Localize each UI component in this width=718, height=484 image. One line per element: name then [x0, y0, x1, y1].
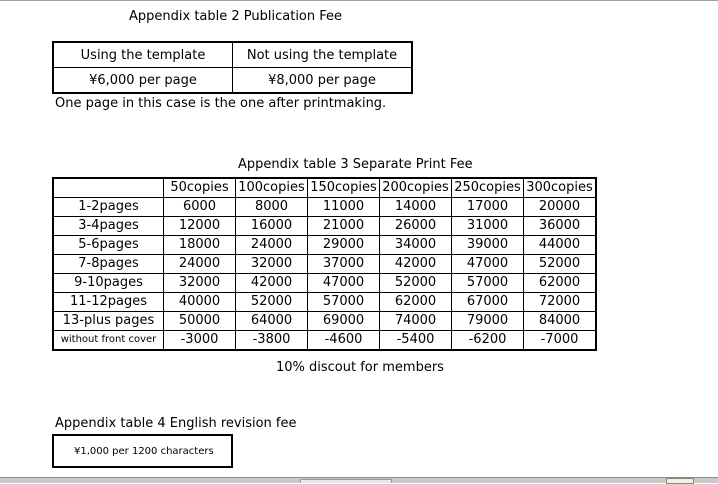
row-label: 5-6pages	[53, 236, 164, 255]
price-cell: 14000	[380, 198, 452, 217]
price-cell: 50000	[164, 312, 236, 331]
price-cell: 32000	[164, 274, 236, 293]
table-row	[53, 255, 596, 274]
row-label: 7-8pages	[53, 255, 164, 274]
value-cell: ¥6,000 per page	[53, 68, 233, 94]
row-label: 3-4pages	[53, 217, 164, 236]
price-cell: 24000	[236, 236, 308, 255]
table-row	[53, 274, 596, 293]
print-fee-table	[52, 177, 597, 351]
price-cell: 29000	[308, 236, 380, 255]
revision-fee-box	[52, 434, 233, 468]
table-header-row	[53, 178, 596, 198]
resize-grip[interactable]	[666, 478, 694, 484]
price-cell: 21000	[308, 217, 380, 236]
price-cell: 34000	[380, 236, 452, 255]
price-cell: 57000	[452, 274, 524, 293]
price-cell: 37000	[308, 255, 380, 274]
price-cell: 69000	[308, 312, 380, 331]
column-header: 250copies	[452, 178, 524, 198]
table-row	[53, 293, 596, 312]
revision-fee-title: Appendix table 4 English revision fee	[55, 416, 297, 431]
price-cell: 52000	[236, 293, 308, 312]
print-fee-title: Appendix table 3 Separate Print Fee	[238, 157, 473, 172]
row-label: 1-2pages	[53, 198, 164, 217]
price-cell: 52000	[380, 274, 452, 293]
publication-fee-table	[52, 41, 413, 94]
price-cell: 62000	[380, 293, 452, 312]
publication-fee-note: One page in this case is the one after printmaking.	[55, 96, 387, 111]
member-discount-note: 10% discout for members	[276, 360, 444, 375]
price-cell: -7000	[524, 331, 597, 351]
price-cell: 79000	[452, 312, 524, 331]
price-cell: 32000	[236, 255, 308, 274]
row-label: without front cover	[53, 331, 164, 351]
price-cell: 8000	[236, 198, 308, 217]
price-cell: 6000	[164, 198, 236, 217]
horizontal-scrollbar[interactable]	[0, 477, 718, 483]
row-label: 13-plus pages	[53, 312, 164, 331]
sheet-tab[interactable]	[300, 479, 392, 483]
price-cell: 36000	[524, 217, 597, 236]
top-border	[0, 0, 718, 1]
table-row	[53, 68, 412, 94]
value-cell: ¥8,000 per page	[233, 68, 413, 94]
price-cell: 20000	[524, 198, 597, 217]
table-row	[53, 198, 596, 217]
price-cell: -4600	[308, 331, 380, 351]
table-row	[53, 312, 596, 331]
price-cell: 47000	[308, 274, 380, 293]
price-cell: -3000	[164, 331, 236, 351]
price-cell: 52000	[524, 255, 597, 274]
corner-cell	[53, 178, 164, 198]
table-row	[53, 217, 596, 236]
price-cell: 31000	[452, 217, 524, 236]
price-cell: 62000	[524, 274, 597, 293]
table-row	[53, 42, 412, 68]
price-cell: 40000	[164, 293, 236, 312]
price-cell: 18000	[164, 236, 236, 255]
price-cell: 42000	[380, 255, 452, 274]
price-cell: 42000	[236, 274, 308, 293]
price-cell: 57000	[308, 293, 380, 312]
price-cell: 84000	[524, 312, 597, 331]
price-cell: 64000	[236, 312, 308, 331]
price-cell: 74000	[380, 312, 452, 331]
price-cell: 17000	[452, 198, 524, 217]
table-row	[53, 331, 596, 351]
revision-fee-value: ¥1,000 per 1200 characters	[74, 445, 214, 457]
column-header: 300copies	[524, 178, 597, 198]
price-cell: -6200	[452, 331, 524, 351]
header-cell: Not using the template	[233, 42, 413, 68]
price-cell: 67000	[452, 293, 524, 312]
price-cell: 11000	[308, 198, 380, 217]
price-cell: 24000	[164, 255, 236, 274]
price-cell: 47000	[452, 255, 524, 274]
price-cell: -5400	[380, 331, 452, 351]
price-cell: 39000	[452, 236, 524, 255]
header-cell: Using the template	[53, 42, 233, 68]
column-header: 50copies	[164, 178, 236, 198]
price-cell: -3800	[236, 331, 308, 351]
publication-fee-title: Appendix table 2 Publication Fee	[129, 9, 343, 24]
price-cell: 26000	[380, 217, 452, 236]
column-header: 200copies	[380, 178, 452, 198]
column-header: 150copies	[308, 178, 380, 198]
price-cell: 12000	[164, 217, 236, 236]
table-row	[53, 236, 596, 255]
column-header: 100copies	[236, 178, 308, 198]
row-label: 9-10pages	[53, 274, 164, 293]
row-label: 11-12pages	[53, 293, 164, 312]
price-cell: 72000	[524, 293, 597, 312]
price-cell: 16000	[236, 217, 308, 236]
price-cell: 44000	[524, 236, 597, 255]
